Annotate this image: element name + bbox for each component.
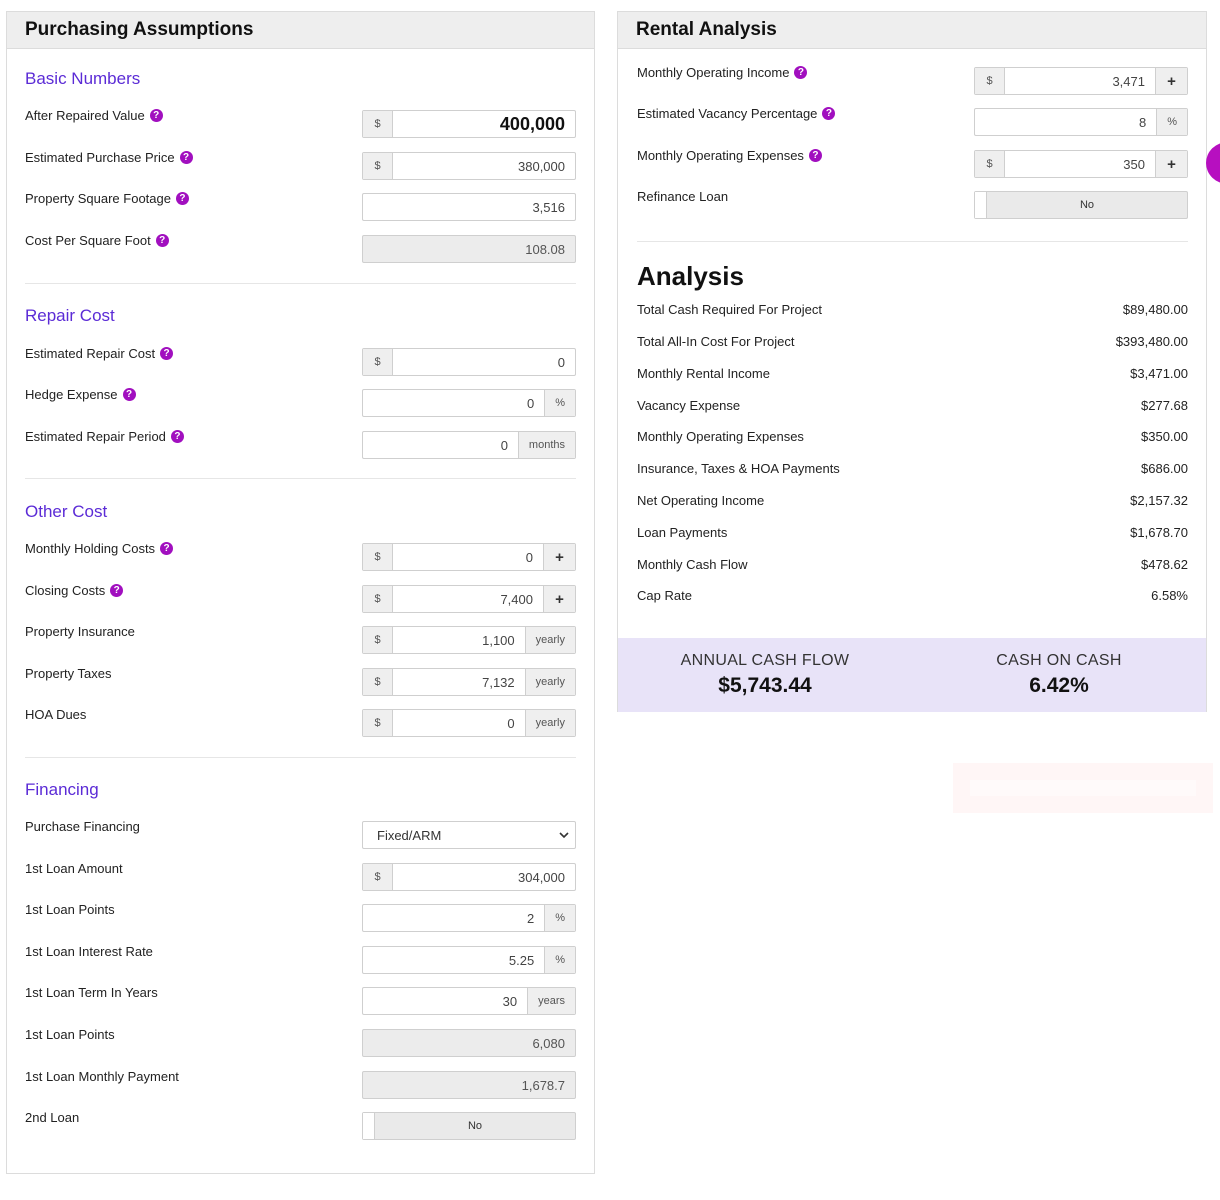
analysis-row: [637, 585, 1188, 605]
help-icon[interactable]: ?: [180, 151, 193, 164]
after-repaired-value-input[interactable]: [362, 110, 576, 138]
purchase-financing-label: Purchase Financing: [25, 819, 140, 834]
property-insurance-value[interactable]: 1,100: [482, 632, 515, 648]
cost-per-square-foot-field: [362, 235, 576, 263]
monthly-operating-expenses-input[interactable]: [974, 150, 1188, 178]
analysis-row-value: 6.58%: [1151, 587, 1188, 603]
loan1-points-value[interactable]: 2: [526, 910, 535, 926]
cost-per-square-foot-value: 108.08: [525, 241, 565, 257]
estimated-repair-period-input[interactable]: [362, 431, 576, 459]
annual-cash-flow-value: $5,743.44: [718, 674, 812, 697]
loan1-term-row: [25, 987, 576, 1015]
loan1-amount-row: [25, 863, 576, 891]
loan1-points-row: [25, 904, 576, 932]
monthly-operating-income-value[interactable]: 3,471: [1112, 73, 1145, 89]
cost-per-square-foot-label: Cost Per Square Foot: [25, 233, 151, 248]
hedge-expense-input[interactable]: [362, 389, 576, 417]
section-divider: [25, 757, 576, 758]
cash-on-cash-block: [912, 638, 1206, 712]
help-icon[interactable]: ?: [171, 430, 184, 443]
cash-on-cash-label: CASH ON CASH: [996, 652, 1122, 669]
analysis-row: [637, 522, 1188, 542]
monthly-operating-expenses-value[interactable]: 350: [1123, 156, 1145, 172]
property-insurance-input[interactable]: [362, 626, 576, 654]
percent-suffix: %: [544, 390, 575, 416]
vacancy-percentage-row: [637, 108, 1188, 136]
closing-costs-row: [25, 585, 576, 613]
estimated-repair-period-row: [25, 431, 576, 459]
analysis-row-value: $478.62: [1141, 556, 1188, 572]
analysis-row-value: $89,480.00: [1122, 301, 1188, 317]
analysis-row-value: $277.68: [1141, 397, 1188, 413]
analysis-row: [637, 331, 1188, 351]
dollar-prefix: $: [363, 627, 393, 653]
hedge-expense-label: Hedge Expense: [25, 387, 118, 402]
analysis-row-label: Monthly Cash Flow: [637, 556, 748, 572]
section-title-basic-numbers: Basic Numbers: [25, 69, 141, 88]
property-square-footage-value[interactable]: 3,516: [532, 199, 565, 215]
hoa-dues-value[interactable]: 0: [507, 715, 515, 731]
loan1-points-amount-value: 6,080: [532, 1035, 565, 1051]
help-icon[interactable]: ?: [822, 107, 835, 120]
purchase-financing-row: [25, 821, 576, 849]
loan1-points-amount-field: [362, 1029, 576, 1057]
loan1-amount-value[interactable]: 304,000: [518, 869, 565, 885]
help-icon[interactable]: ?: [176, 192, 189, 205]
yearly-suffix: yearly: [525, 627, 575, 653]
percent-suffix: %: [544, 947, 575, 973]
faded-banner: [953, 763, 1213, 813]
analysis-row-value: $393,480.00: [1115, 333, 1188, 349]
monthly-holding-costs-input[interactable]: [362, 543, 576, 571]
dollar-prefix: $: [975, 68, 1005, 94]
monthly-holding-costs-label: Monthly Holding Costs: [25, 541, 156, 556]
analysis-row-label: Cap Rate: [637, 587, 692, 603]
analysis-row-label: Loan Payments: [637, 524, 728, 540]
dollar-prefix: $: [363, 153, 393, 179]
property-taxes-label: Property Taxes: [25, 666, 112, 681]
loan2-toggle-value: No: [467, 1120, 483, 1132]
analysis-row: [637, 490, 1188, 510]
vacancy-percentage-label: Estimated Vacancy Percentage: [637, 106, 818, 121]
loan2-row: [25, 1112, 576, 1140]
loan1-interest-rate-value[interactable]: 5.25: [508, 952, 535, 968]
analysis-row-value: $2,157.32: [1130, 492, 1188, 508]
analysis-row-value: $350.00: [1141, 428, 1188, 444]
estimated-repair-period-label: Estimated Repair Period: [25, 429, 166, 444]
dollar-prefix: $: [363, 864, 393, 890]
section-title-other-cost: Other Cost: [25, 502, 108, 521]
refinance-loan-row: [637, 191, 1188, 219]
analysis-row-label: Total Cash Required For Project: [637, 301, 822, 317]
estimated-purchase-price-label: Estimated Purchase Price: [25, 150, 175, 165]
analysis-row-label: Monthly Rental Income: [637, 365, 770, 381]
purchase-financing-value[interactable]: Fixed/ARM: [377, 827, 442, 843]
monthly-operating-income-label: Monthly Operating Income: [637, 65, 790, 80]
plus-icon[interactable]: +: [543, 586, 575, 612]
section-divider: [637, 241, 1188, 242]
loan1-monthly-payment-label: 1st Loan Monthly Payment: [25, 1069, 179, 1084]
monthly-holding-costs-value[interactable]: 0: [525, 549, 533, 565]
hedge-expense-row: [25, 389, 576, 417]
dollar-prefix: $: [363, 349, 393, 375]
analysis-row: [637, 554, 1188, 574]
analysis-row: [637, 426, 1188, 446]
loan1-points-amount-label: 1st Loan Points: [25, 1027, 115, 1042]
hedge-expense-value[interactable]: 0: [526, 395, 535, 411]
purchasing-assumptions-panel: [6, 11, 595, 1174]
percent-suffix: %: [544, 905, 575, 931]
analysis-row-value: $3,471.00: [1130, 365, 1188, 381]
loan1-points-label: 1st Loan Points: [25, 902, 115, 917]
rental-analysis-panel: [617, 11, 1207, 712]
toggle-knob[interactable]: [363, 1113, 375, 1139]
loan1-term-input[interactable]: [362, 987, 576, 1015]
annual-cash-flow-block: [618, 638, 912, 712]
section-title-financing: Financing: [25, 780, 99, 799]
loan1-points-input[interactable]: [362, 904, 576, 932]
estimated-repair-period-value[interactable]: 0: [500, 437, 508, 453]
property-taxes-value[interactable]: 7,132: [482, 674, 515, 690]
dollar-prefix: $: [363, 586, 393, 612]
analysis-row-label: Vacancy Expense: [637, 397, 741, 413]
property-insurance-row: [25, 626, 576, 654]
help-icon[interactable]: ?: [794, 66, 807, 79]
estimated-repair-cost-row: [25, 348, 576, 376]
estimated-purchase-price-input[interactable]: [362, 152, 576, 180]
analysis-row: [637, 395, 1188, 415]
plus-icon[interactable]: +: [543, 544, 575, 570]
analysis-row: [637, 458, 1188, 478]
property-square-footage-row: [25, 193, 576, 221]
cash-flow-summary: [618, 638, 1206, 712]
loan1-monthly-payment-field: [362, 1071, 576, 1099]
loan1-term-value[interactable]: 30: [502, 993, 518, 1009]
property-taxes-row: [25, 668, 576, 696]
help-icon[interactable]: ?: [156, 234, 169, 247]
plus-icon[interactable]: +: [1155, 151, 1187, 177]
dollar-prefix: $: [363, 544, 393, 570]
closing-costs-value[interactable]: 7,400: [500, 591, 533, 607]
loan2-label: 2nd Loan: [25, 1110, 80, 1125]
loan1-term-label: 1st Loan Term In Years: [25, 985, 158, 1000]
monthly-holding-costs-row: [25, 543, 576, 571]
loan1-amount-input[interactable]: [362, 863, 576, 891]
toggle-knob[interactable]: [975, 192, 987, 218]
analysis-row-label: Total All-In Cost For Project: [637, 333, 795, 349]
cash-on-cash-value: 6.42%: [1029, 674, 1089, 697]
yearly-suffix: yearly: [525, 710, 575, 736]
refinance-loan-toggle[interactable]: [974, 191, 1188, 219]
faded-banner-bar: [970, 780, 1196, 796]
plus-icon[interactable]: +: [1155, 68, 1187, 94]
cost-per-square-foot-row: [25, 235, 576, 263]
purchase-financing-select[interactable]: [362, 821, 576, 849]
after-repaired-value-row: [25, 110, 576, 138]
monthly-operating-income-input[interactable]: [974, 67, 1188, 95]
loan2-toggle[interactable]: [362, 1112, 576, 1140]
panel-title: Purchasing Assumptions: [7, 12, 594, 49]
annual-cash-flow-label: ANNUAL CASH FLOW: [680, 652, 850, 669]
closing-costs-label: Closing Costs: [25, 583, 106, 598]
analysis-row-label: Insurance, Taxes & HOA Payments: [637, 460, 840, 476]
hoa-dues-row: [25, 709, 576, 737]
loan1-interest-rate-label: 1st Loan Interest Rate: [25, 944, 153, 959]
dollar-prefix: $: [363, 111, 393, 137]
section-title-repair-cost: Repair Cost: [25, 306, 115, 325]
vacancy-percentage-input[interactable]: [974, 108, 1188, 136]
chevron-down-icon[interactable]: [553, 822, 575, 848]
monthly-operating-income-row: [637, 67, 1188, 95]
months-suffix: months: [518, 432, 575, 458]
analysis-row-label: Net Operating Income: [637, 492, 765, 508]
loan1-points-amount-row: [25, 1029, 576, 1057]
chat-bubble-icon[interactable]: [1206, 142, 1220, 184]
section-divider: [25, 283, 576, 284]
monthly-operating-expenses-label: Monthly Operating Expenses: [637, 148, 804, 163]
estimated-purchase-price-row: [25, 152, 576, 180]
property-square-footage-input[interactable]: [362, 193, 576, 221]
estimated-repair-cost-input[interactable]: [362, 348, 576, 376]
closing-costs-input[interactable]: [362, 585, 576, 613]
section-divider: [25, 478, 576, 479]
analysis-row: [637, 363, 1188, 383]
dollar-prefix: $: [975, 151, 1005, 177]
help-icon[interactable]: ?: [150, 109, 163, 122]
property-taxes-input[interactable]: [362, 668, 576, 696]
analysis-title: Analysis: [637, 261, 744, 291]
help-icon[interactable]: ?: [110, 584, 123, 597]
hoa-dues-label: HOA Dues: [25, 707, 87, 722]
help-icon[interactable]: ?: [160, 542, 173, 555]
loan1-interest-rate-input[interactable]: [362, 946, 576, 974]
after-repaired-value-value[interactable]: 400,000: [499, 113, 565, 134]
help-icon[interactable]: ?: [123, 388, 136, 401]
percent-suffix: %: [1156, 109, 1187, 135]
estimated-repair-cost-value[interactable]: 0: [557, 354, 565, 370]
property-square-footage-label: Property Square Footage: [25, 191, 171, 206]
yearly-suffix: yearly: [525, 669, 575, 695]
dollar-prefix: $: [363, 710, 393, 736]
analysis-row-value: $686.00: [1141, 460, 1188, 476]
loan1-amount-label: 1st Loan Amount: [25, 861, 123, 876]
analysis-row-value: $1,678.70: [1130, 524, 1188, 540]
panel-title: Rental Analysis: [618, 12, 1206, 49]
refinance-loan-label: Refinance Loan: [637, 189, 729, 204]
loan1-interest-rate-row: [25, 946, 576, 974]
analysis-row-label: Monthly Operating Expenses: [637, 428, 804, 444]
vacancy-percentage-value[interactable]: 8: [1138, 114, 1147, 130]
after-repaired-value-label: After Repaired Value: [25, 108, 145, 123]
dollar-prefix: $: [363, 669, 393, 695]
help-icon[interactable]: ?: [809, 149, 822, 162]
estimated-repair-cost-label: Estimated Repair Cost: [25, 346, 156, 361]
refinance-loan-toggle-value: No: [1079, 199, 1095, 211]
analysis-row: [637, 299, 1188, 319]
estimated-purchase-price-value[interactable]: 380,000: [518, 158, 565, 174]
help-icon[interactable]: ?: [160, 347, 173, 360]
property-insurance-label: Property Insurance: [25, 624, 135, 639]
loan1-monthly-payment-row: [25, 1071, 576, 1099]
loan1-monthly-payment-value: 1,678.7: [521, 1077, 565, 1093]
monthly-operating-expenses-row: [637, 150, 1188, 178]
hoa-dues-input[interactable]: [362, 709, 576, 737]
years-suffix: years: [527, 988, 575, 1014]
